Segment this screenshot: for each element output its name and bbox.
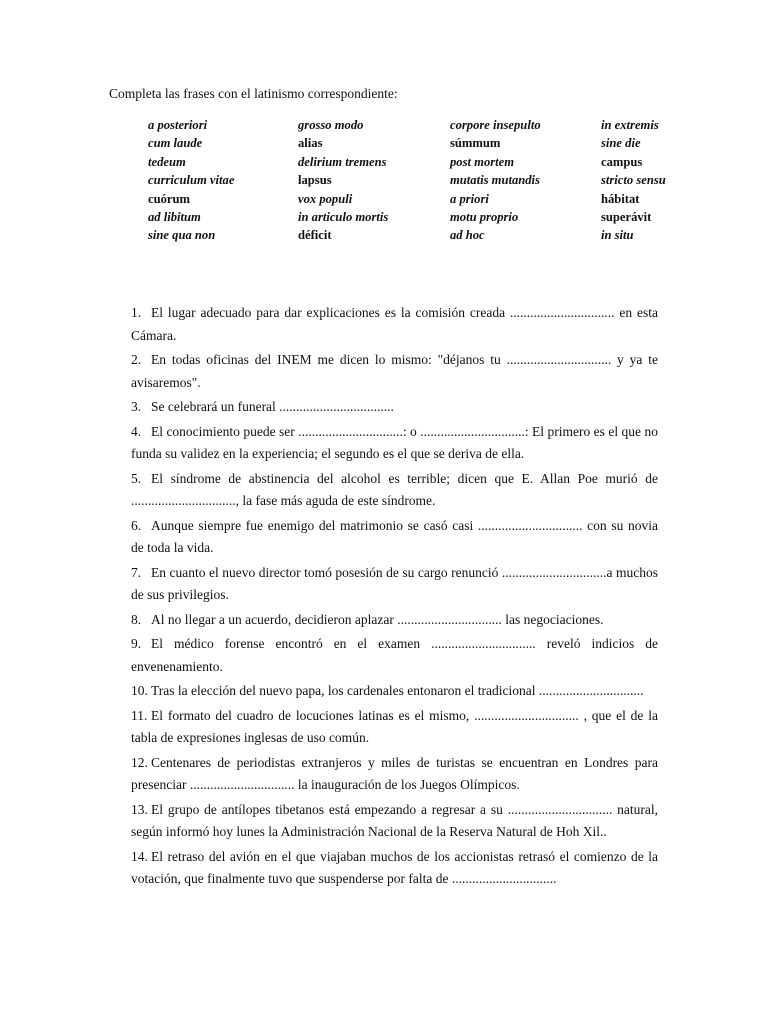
sentence-text: Se celebrará un funeral .................................. [151, 399, 394, 414]
latinism-term: sine qua non [148, 228, 216, 243]
latinism-term: lapsus [298, 173, 332, 188]
latinism-term: superávit [601, 210, 652, 225]
sentence-number: 3. [131, 399, 142, 414]
sentence-number: 4. [131, 423, 142, 439]
latinism-term: hábitat [601, 191, 640, 206]
latinism-term: stricto sensu [601, 173, 666, 188]
sentence-item [131, 680, 658, 703]
sentence-number: 10. [131, 683, 148, 698]
latinism-term: déficit [298, 228, 332, 243]
latinism-term: mutatis mutandis [450, 173, 540, 188]
sentence-text: Tras la elección del nuevo papa, los cardenales entonaron el tradicional ............................... [151, 683, 644, 698]
instruction-text: Completa las frases con el latinismo correspondiente: [109, 86, 398, 101]
sentence-item [131, 302, 658, 347]
sentence-item [131, 705, 658, 750]
latinism-term: a posteriori [148, 118, 208, 132]
latinism-term: ad hoc [450, 228, 485, 243]
sentence-text: El médico forense encontró en el examen ............................... reveló indicios de envenenamiento. [131, 636, 658, 674]
sentence-text: El conocimiento puede ser ...............................: o ...............................: El primero es el que no funda su validez en la experiencia; el segundo es el que se deriva de ella. [131, 423, 658, 461]
latinism-term: curriculum vitae [148, 173, 235, 188]
latinism-term: ad libitum [148, 210, 201, 225]
latinism-term: motu proprio [450, 210, 519, 225]
sentence-number: 11. [131, 707, 148, 723]
latinism-term: in extremis [601, 118, 659, 132]
latinism-term: in situ [601, 228, 634, 243]
latinism-term: corpore insepulto [450, 118, 541, 132]
sentence-item [131, 846, 658, 891]
sentence-list [131, 302, 658, 891]
sentence-number: 13. [131, 801, 148, 817]
sentence-text: Al no llegar a un acuerdo, decidieron aplazar ............................... las negociaciones. [151, 611, 604, 627]
latinism-term: a priori [450, 191, 489, 206]
sentence-text: En cuanto el nuevo director tomó posesión de su cargo renunció ...............................a muchos de sus privilegios. [131, 564, 658, 602]
latinisms-table [148, 116, 701, 245]
latinism-term: vox populi [298, 191, 353, 206]
sentence-item [131, 396, 658, 419]
sentence-text: El lugar adecuado para dar explicaciones es la comisión creada ............................... en esta Cámara. [131, 305, 658, 343]
latinism-term: delirium tremens [298, 154, 387, 169]
latinism-term: grosso modo [298, 118, 364, 132]
sentence-item [131, 468, 658, 513]
latinism-term: alias [298, 136, 323, 151]
sentence-text: En todas oficinas del INEM me dicen lo mismo: "déjanos tu ............................... y ya te avisaremos". [131, 352, 658, 390]
sentence-number: 5. [131, 470, 142, 486]
sentence-item [131, 349, 658, 394]
sentence-number: 6. [131, 517, 142, 533]
latinism-term: cum laude [148, 136, 203, 151]
latinism-term: post mortem [450, 154, 515, 169]
sentence-text: Aunque siempre fue enemigo del matrimonio se casó casi ............................... con su novia de toda la vida. [131, 517, 658, 555]
sentence-item [131, 609, 658, 632]
sentence-item [131, 421, 658, 466]
latinism-term: campus [601, 154, 643, 169]
sentence-text: Centenares de periodistas extranjeros y miles de turistas se encuentran en Londres para presenciar ............................... la inauguración de los Juegos Olímpicos. [131, 754, 658, 792]
sentence-item [131, 633, 658, 678]
sentence-text: El formato del cuadro de locuciones latinas es el mismo, ............................... , que el de la tabla de expresiones inglesas de uso común. [131, 707, 658, 745]
latinism-term: in articulo mortis [298, 210, 389, 225]
sentence-item [131, 799, 658, 844]
sentence-item [131, 562, 658, 607]
sentence-number: 9. [131, 636, 142, 651]
sentence-number: 12. [131, 754, 148, 770]
latinism-term: sine die [601, 136, 641, 151]
sentence-number: 2. [131, 352, 142, 367]
sentence-text: El retraso del avión en el que viajaban muchos de los accionistas retrasó el comienzo de la votación, que finalmente tuvo que suspenderse por falta de ............................... [131, 848, 658, 886]
sentence-item [131, 515, 658, 560]
sentence-number: 1. [131, 305, 142, 320]
sentence-text: El grupo de antílopes tibetanos está empezando a regresar a su ............................... natural, según informó hoy lunes la Administración Nacional de la Reserva Natural de Hoh Xil.. [131, 801, 658, 839]
latinism-term: tedeum [148, 154, 186, 169]
sentence-number: 7. [131, 564, 142, 580]
latinism-term: cuórum [148, 191, 190, 206]
sentence-number: 8. [131, 611, 142, 627]
latinism-term: súmmum [450, 136, 501, 151]
sentence-number: 14. [131, 848, 148, 864]
sentence-item [131, 752, 658, 797]
sentence-text: El síndrome de abstinencia del alcohol es terrible; dicen que E. Allan Poe murió de ..............................., la fase más aguda de este síndrome. [131, 470, 658, 508]
